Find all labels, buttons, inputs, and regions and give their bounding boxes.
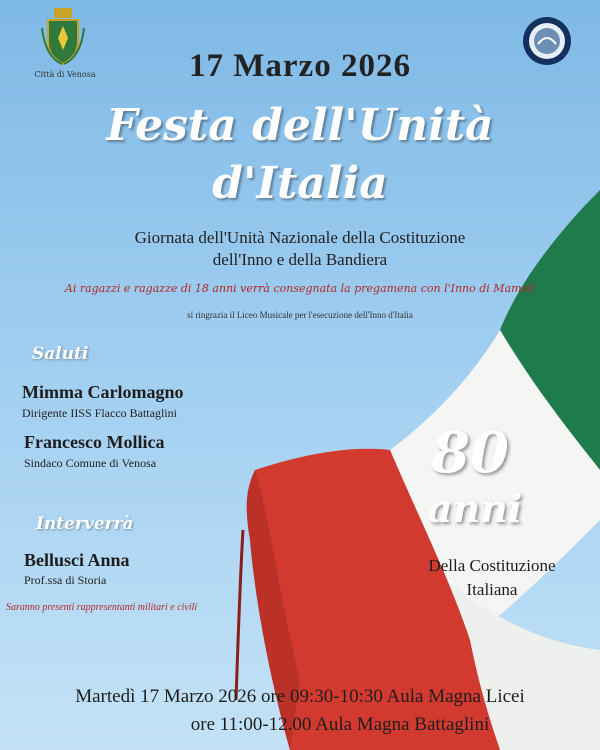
festa-title-line2: d'Italia [212,158,388,209]
pergamena-note: Ai ragazzi e ragazze di 18 anni verrà consegnata la pregamena con l'Inno di Mameli [64,282,536,295]
subtitle-line1: Giornata dell'Unità Nazionale della Costituzione [134,228,466,247]
city-label: Città di Venosa [34,70,96,79]
speaker-role: Prof.ssa di Storia [24,573,107,587]
constitution-label [392,554,592,602]
saluti-heading: Saluti [32,344,89,364]
constitution-line2: Italiana [466,580,518,599]
schedule-line2: ore 11:00-12.00 Aula Magna Battaglini [190,714,490,735]
event-date-title: 17 Marzo 2026 [189,48,411,84]
schedule-line1: Martedì 17 Marzo 2026 ore 09:30-10:30 Aula Magna Licei [75,686,525,707]
constitution-line1: Della Costituzione [428,556,556,575]
speaker-name: Mimma Carlomagno [22,382,184,402]
interventi-heading: Interverrà [36,514,134,534]
speaker-name: Bellusci Anna [24,550,130,570]
festa-title-line1: Festa dell'Unità [106,100,494,151]
flag-pole-fold [236,530,243,700]
anniversary-number: 80 [431,420,509,486]
anniversary-word: anni [427,486,523,531]
subtitle-line2: dell'Inno e della Bandiera [212,250,388,269]
presence-note: Saranno presenti rappresentanti militari e civili [6,602,198,613]
speaker-role: Dirigente IISS Flacco Battaglini [22,406,177,420]
speaker-name: Francesco Mollica [24,432,165,452]
thanks-note: si ringrazia il Liceo Musicale per l'esecuzione dell'Inno d'Italia [187,310,413,320]
speaker-role: Sindaco Comune di Venosa [24,456,157,470]
